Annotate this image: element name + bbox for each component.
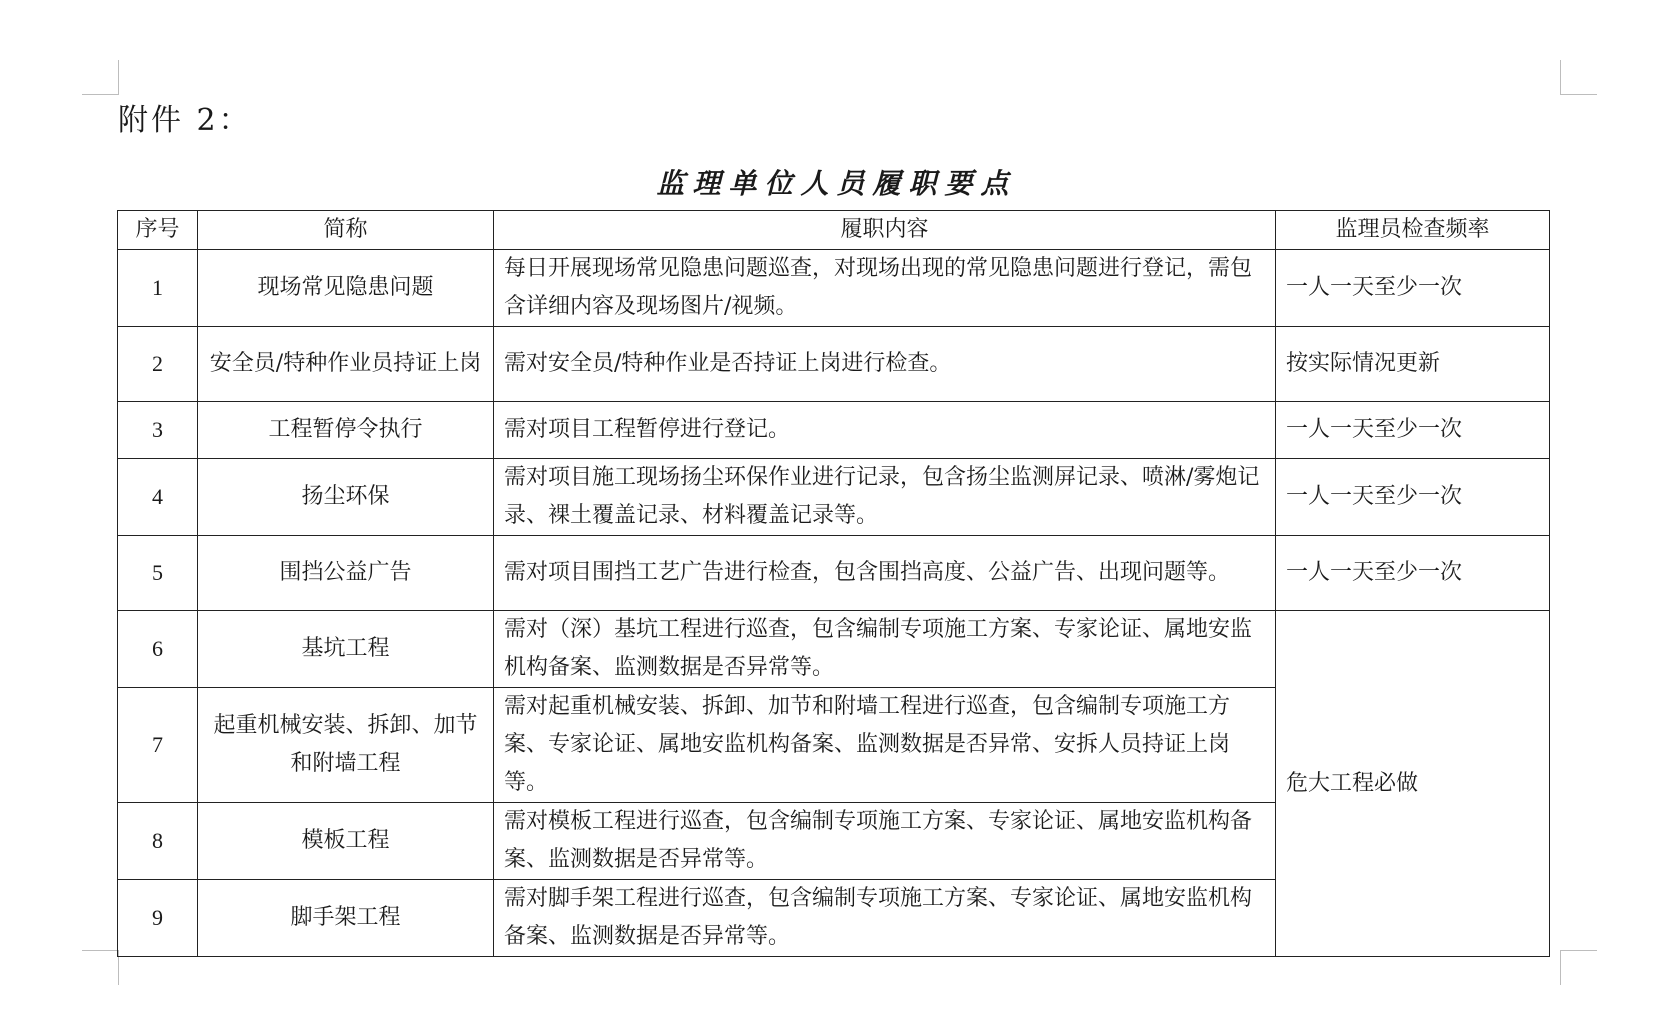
table-row: [118, 250, 1550, 327]
row-abbr: 脚手架工程: [198, 880, 494, 957]
row-freq: 一人一天至少一次: [1276, 250, 1550, 327]
row-content: 需对脚手架工程进行巡查，包含编制专项施工方案、专家论证、属地安监机构备案、监测数据是否异常等。: [494, 880, 1276, 957]
document-title: 监理单位人员履职要点: [656, 167, 1017, 200]
row-no: 4: [118, 459, 198, 536]
table-row: [118, 327, 1550, 402]
row-abbr: 现场常见隐患问题: [198, 250, 494, 327]
row-content: 每日开展现场常见隐患问题巡查，对现场出现的常见隐患问题进行登记，需包含详细内容及现场图片/视频。: [494, 250, 1276, 327]
table-row: [118, 536, 1550, 611]
crop-mark-top-right: [1560, 60, 1597, 95]
attachment-label: 附件 2：: [118, 103, 252, 138]
header-freq: 监理员检查频率: [1276, 211, 1550, 250]
table-header-row: [118, 211, 1550, 250]
row-content: 需对模板工程进行巡查，包含编制专项施工方案、专家论证、属地安监机构备案、监测数据是否异常等。: [494, 803, 1276, 880]
table-row: [118, 459, 1550, 536]
row-no: 5: [118, 536, 198, 611]
row-no: 2: [118, 327, 198, 402]
header-abbr: 简称: [198, 211, 494, 250]
table-row: [118, 402, 1550, 459]
crop-mark-bottom-left: [82, 950, 119, 985]
row-no: 6: [118, 611, 198, 688]
row-content: 需对项目工程暂停进行登记。: [494, 402, 1276, 459]
row-abbr: 围挡公益广告: [198, 536, 494, 611]
duty-table: [117, 210, 1550, 957]
row-no: 1: [118, 250, 198, 327]
row-no: 9: [118, 880, 198, 957]
row-freq: 一人一天至少一次: [1276, 402, 1550, 459]
row-no: 7: [118, 688, 198, 803]
row-abbr: 基坑工程: [198, 611, 494, 688]
row-no: 8: [118, 803, 198, 880]
row-no: 3: [118, 402, 198, 459]
row-abbr: 扬尘环保: [198, 459, 494, 536]
row-abbr: 工程暂停令执行: [198, 402, 494, 459]
table-row: [118, 611, 1550, 688]
row-freq-merged: 危大工程必做: [1276, 611, 1550, 957]
row-abbr: 起重机械安装、拆卸、加节和附墙工程: [198, 688, 494, 803]
row-abbr: 安全员/特种作业员持证上岗: [198, 327, 494, 402]
row-content: 需对（深）基坑工程进行巡查，包含编制专项施工方案、专家论证、属地安监机构备案、监测数据是否异常等。: [494, 611, 1276, 688]
crop-mark-top-left: [82, 60, 119, 95]
row-abbr: 模板工程: [198, 803, 494, 880]
row-freq: 一人一天至少一次: [1276, 459, 1550, 536]
header-no: 序号: [118, 211, 198, 250]
row-content: 需对项目围挡工艺广告进行检查，包含围挡高度、公益广告、出现问题等。: [494, 536, 1276, 611]
row-freq: 按实际情况更新: [1276, 327, 1550, 402]
header-content: 履职内容: [494, 211, 1276, 250]
row-freq: 一人一天至少一次: [1276, 536, 1550, 611]
row-content: 需对起重机械安装、拆卸、加节和附墙工程进行巡查，包含编制专项施工方案、专家论证、属地安监机构备案、监测数据是否异常、安拆人员持证上岗等。: [494, 688, 1276, 803]
crop-mark-bottom-right: [1560, 950, 1597, 985]
row-content: 需对安全员/特种作业是否持证上岗进行检查。: [494, 327, 1276, 402]
row-content: 需对项目施工现场扬尘环保作业进行记录，包含扬尘监测屏记录、喷淋/雾炮记录、裸土覆盖记录、材料覆盖记录等。: [494, 459, 1276, 536]
